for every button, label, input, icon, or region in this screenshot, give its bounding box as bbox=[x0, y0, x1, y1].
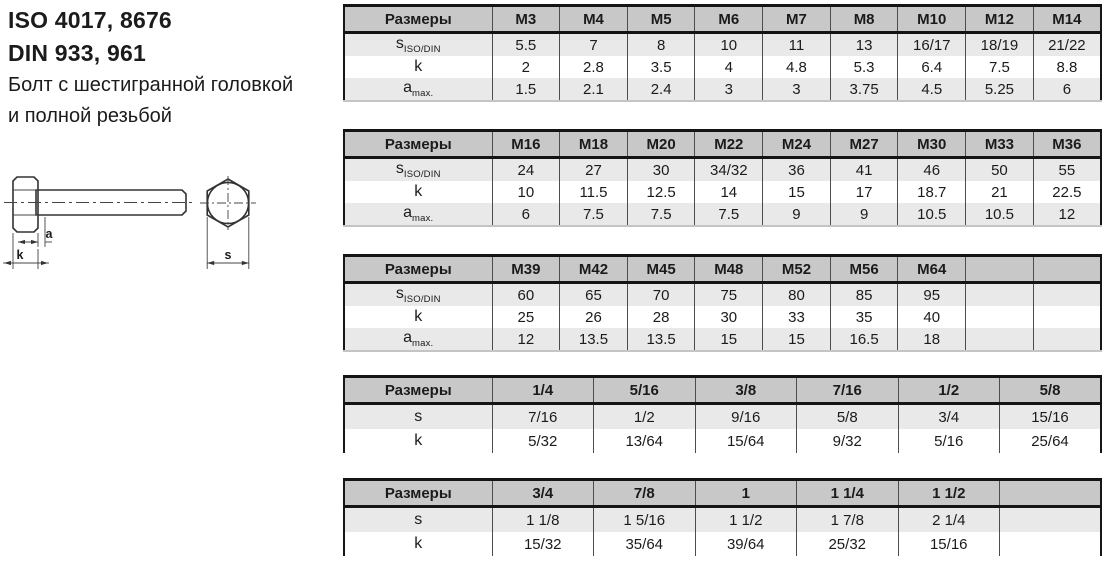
value-cell bbox=[1000, 532, 1102, 556]
value-cell: 35/64 bbox=[594, 532, 696, 556]
value-cell: 18.7 bbox=[898, 181, 966, 203]
value-cell: 5.25 bbox=[966, 78, 1034, 101]
value-cell: 50 bbox=[966, 158, 1034, 182]
row-label-s bbox=[344, 507, 492, 533]
column-header-empty-7 bbox=[966, 256, 1034, 283]
row-label-a bbox=[344, 78, 492, 101]
row-label-main: s bbox=[395, 285, 404, 302]
row-label-k bbox=[344, 181, 492, 203]
value-cell: 1 5/16 bbox=[594, 507, 696, 533]
value-cell: 15/16 bbox=[898, 532, 1000, 556]
column-header-M12: M12 bbox=[966, 6, 1034, 33]
value-cell: 35 bbox=[830, 306, 898, 328]
column-header-M33: M33 bbox=[966, 131, 1034, 158]
row-label-main: k bbox=[414, 535, 423, 552]
value-cell: 25/32 bbox=[797, 532, 899, 556]
value-cell: 75 bbox=[695, 283, 763, 307]
arrowhead bbox=[31, 240, 38, 244]
column-header-M24: M24 bbox=[763, 131, 831, 158]
value-cell: 5/16 bbox=[898, 429, 1000, 453]
value-cell: 55 bbox=[1033, 158, 1101, 182]
column-header-M5: M5 bbox=[627, 6, 695, 33]
value-cell: 2.8 bbox=[560, 56, 628, 78]
dimension-row-s bbox=[344, 404, 1101, 430]
column-header-M16: M16 bbox=[492, 131, 560, 158]
row-label-s bbox=[344, 283, 492, 307]
value-cell: 1 1/8 bbox=[492, 507, 594, 533]
column-header-5-16: 5/16 bbox=[594, 377, 696, 404]
row-label-subscript: max. bbox=[412, 213, 434, 224]
column-header-M56: M56 bbox=[830, 256, 898, 283]
row-label-s bbox=[344, 33, 492, 57]
value-cell: 21 bbox=[966, 181, 1034, 203]
row-label-s bbox=[344, 404, 492, 430]
value-cell: 18 bbox=[898, 328, 966, 351]
column-header-3-4: 3/4 bbox=[492, 480, 594, 507]
dimension-row-k bbox=[344, 181, 1101, 203]
value-cell: 3 bbox=[763, 78, 831, 101]
value-cell: 27 bbox=[560, 158, 628, 182]
value-cell: 25/64 bbox=[1000, 429, 1102, 453]
value-cell: 8 bbox=[627, 33, 695, 57]
corner-label: Размеры bbox=[344, 377, 492, 404]
value-cell: 36 bbox=[763, 158, 831, 182]
value-cell: 3.5 bbox=[627, 56, 695, 78]
value-cell: 6 bbox=[1033, 78, 1101, 101]
row-label-subscript: ISO/DIN bbox=[403, 294, 441, 305]
value-cell: 25 bbox=[492, 306, 560, 328]
size-table-metric-m3-m14 bbox=[343, 4, 1102, 102]
value-cell bbox=[1033, 328, 1101, 351]
value-cell: 1/2 bbox=[594, 404, 696, 430]
value-cell: 22.5 bbox=[1033, 181, 1101, 203]
value-cell: 16/17 bbox=[898, 33, 966, 57]
value-cell bbox=[1033, 283, 1101, 307]
row-label-main: s bbox=[395, 35, 404, 52]
column-header-M4: M4 bbox=[560, 6, 628, 33]
dimension-row-s bbox=[344, 283, 1101, 307]
dimension-row-k bbox=[344, 56, 1101, 78]
value-cell: 39/64 bbox=[695, 532, 797, 556]
size-table-inch-three-quarters-to-one-and-half bbox=[343, 478, 1102, 556]
value-cell: 13.5 bbox=[627, 328, 695, 351]
value-cell: 9 bbox=[763, 203, 831, 226]
value-cell: 7.5 bbox=[627, 203, 695, 226]
value-cell: 28 bbox=[627, 306, 695, 328]
row-label-s bbox=[344, 158, 492, 182]
column-header-M3: M3 bbox=[492, 6, 560, 33]
column-header-M42: M42 bbox=[560, 256, 628, 283]
value-cell: 15/64 bbox=[695, 429, 797, 453]
value-cell: 3 bbox=[695, 78, 763, 101]
row-label-main: k bbox=[414, 308, 423, 325]
row-label-main: a bbox=[403, 204, 412, 221]
value-cell: 30 bbox=[695, 306, 763, 328]
value-cell: 4 bbox=[695, 56, 763, 78]
value-cell: 7 bbox=[560, 33, 628, 57]
row-label-main: k bbox=[414, 58, 423, 75]
value-cell: 1.5 bbox=[492, 78, 560, 101]
column-header-1-4: 1/4 bbox=[492, 377, 594, 404]
dimension-row-k bbox=[344, 532, 1101, 556]
row-label-k bbox=[344, 532, 492, 556]
row-label-a bbox=[344, 328, 492, 351]
dimension-row-k bbox=[344, 306, 1101, 328]
row-label-subscript: max. bbox=[412, 88, 434, 99]
corner-label: Размеры bbox=[344, 131, 492, 158]
value-cell: 5.5 bbox=[492, 33, 560, 57]
value-cell: 33 bbox=[763, 306, 831, 328]
row-label-subscript: ISO/DIN bbox=[403, 169, 441, 180]
value-cell: 9/32 bbox=[797, 429, 899, 453]
size-table-inch-quarter-to-five-eighths bbox=[343, 375, 1102, 453]
value-cell: 60 bbox=[492, 283, 560, 307]
product-description-line2: и полной резьбой bbox=[8, 105, 172, 127]
column-header-3-8: 3/8 bbox=[695, 377, 797, 404]
value-cell: 13/64 bbox=[594, 429, 696, 453]
tables-container bbox=[343, 0, 1102, 556]
value-cell: 5/32 bbox=[492, 429, 594, 453]
row-label-k bbox=[344, 56, 492, 78]
corner-label: Размеры bbox=[344, 6, 492, 33]
row-label-a bbox=[344, 203, 492, 226]
value-cell: 2 1/4 bbox=[898, 507, 1000, 533]
header-row bbox=[344, 377, 1101, 404]
column-header-M14: M14 bbox=[1033, 6, 1101, 33]
column-header-M36: M36 bbox=[1033, 131, 1101, 158]
column-header-M52: M52 bbox=[763, 256, 831, 283]
title-block bbox=[8, 4, 343, 132]
column-header-M8: M8 bbox=[830, 6, 898, 33]
value-cell: 13 bbox=[830, 33, 898, 57]
dim-k-label: k bbox=[16, 248, 24, 262]
header-row bbox=[344, 480, 1101, 507]
corner-label: Размеры bbox=[344, 480, 492, 507]
row-label-main: s bbox=[395, 160, 404, 177]
value-cell: 80 bbox=[763, 283, 831, 307]
row-label-main: k bbox=[414, 183, 423, 200]
dimension-row-s bbox=[344, 507, 1101, 533]
column-header-empty-5 bbox=[1000, 480, 1102, 507]
dim-s-label: s bbox=[224, 248, 232, 262]
column-header-M7: M7 bbox=[763, 6, 831, 33]
value-cell: 18/19 bbox=[966, 33, 1034, 57]
value-cell: 12.5 bbox=[627, 181, 695, 203]
column-header-M30: M30 bbox=[898, 131, 966, 158]
value-cell: 65 bbox=[560, 283, 628, 307]
product-description-line1: Болт с шестигранной головкой bbox=[8, 74, 294, 96]
value-cell: 10 bbox=[695, 33, 763, 57]
value-cell: 4.5 bbox=[898, 78, 966, 101]
value-cell: 3/4 bbox=[898, 404, 1000, 430]
value-cell: 8.8 bbox=[1033, 56, 1101, 78]
value-cell: 2.1 bbox=[560, 78, 628, 101]
left-panel bbox=[0, 0, 343, 566]
corner-label: Размеры bbox=[344, 256, 492, 283]
column-header-M39: M39 bbox=[492, 256, 560, 283]
value-cell: 6 bbox=[492, 203, 560, 226]
value-cell: 16.5 bbox=[830, 328, 898, 351]
value-cell: 7.5 bbox=[560, 203, 628, 226]
dimension-row-a bbox=[344, 328, 1101, 351]
value-cell: 6.4 bbox=[898, 56, 966, 78]
value-cell: 85 bbox=[830, 283, 898, 307]
arrowhead bbox=[207, 261, 214, 265]
row-label-main: k bbox=[414, 432, 423, 449]
value-cell: 11 bbox=[763, 33, 831, 57]
value-cell: 95 bbox=[898, 283, 966, 307]
value-cell bbox=[1033, 306, 1101, 328]
value-cell: 26 bbox=[560, 306, 628, 328]
value-cell: 10.5 bbox=[898, 203, 966, 226]
bolt-head-outline bbox=[13, 177, 38, 232]
dimension-row-s bbox=[344, 158, 1101, 182]
value-cell: 7.5 bbox=[695, 203, 763, 226]
column-header-M48: M48 bbox=[695, 256, 763, 283]
column-header-M64: M64 bbox=[898, 256, 966, 283]
dimension-row-s bbox=[344, 33, 1101, 57]
column-header-M10: M10 bbox=[898, 6, 966, 33]
value-cell: 5.3 bbox=[830, 56, 898, 78]
value-cell bbox=[1000, 507, 1102, 533]
value-cell: 15/16 bbox=[1000, 404, 1102, 430]
dim-a-label: a bbox=[45, 227, 53, 241]
value-cell: 1 1/2 bbox=[695, 507, 797, 533]
value-cell bbox=[966, 328, 1034, 351]
value-cell: 9/16 bbox=[695, 404, 797, 430]
value-cell bbox=[966, 283, 1034, 307]
bolt-side-view bbox=[13, 177, 186, 232]
value-cell: 9 bbox=[830, 203, 898, 226]
header-row bbox=[344, 256, 1101, 283]
column-header-empty-8 bbox=[1033, 256, 1101, 283]
row-label-k bbox=[344, 306, 492, 328]
dimension-row-k bbox=[344, 429, 1101, 453]
value-cell: 13.5 bbox=[560, 328, 628, 351]
column-header-1-1-2: 1 1/2 bbox=[898, 480, 1000, 507]
row-label-main: s bbox=[414, 408, 423, 425]
size-table-metric-m16-m36 bbox=[343, 129, 1102, 227]
column-header-M27: M27 bbox=[830, 131, 898, 158]
value-cell: 30 bbox=[627, 158, 695, 182]
row-label-subscript: max. bbox=[412, 338, 434, 349]
value-cell: 3.75 bbox=[830, 78, 898, 101]
column-header-5-8: 5/8 bbox=[1000, 377, 1102, 404]
value-cell: 10.5 bbox=[966, 203, 1034, 226]
value-cell: 15 bbox=[763, 181, 831, 203]
bolt-technical-drawing bbox=[2, 170, 337, 310]
value-cell bbox=[966, 306, 1034, 328]
dimension-row-a bbox=[344, 203, 1101, 226]
column-header-M20: M20 bbox=[627, 131, 695, 158]
row-label-k bbox=[344, 429, 492, 453]
header-row bbox=[344, 6, 1101, 33]
row-label-subscript: ISO/DIN bbox=[403, 44, 441, 55]
arrowhead bbox=[242, 261, 249, 265]
column-header-1-1-4: 1 1/4 bbox=[797, 480, 899, 507]
column-header-7-8: 7/8 bbox=[594, 480, 696, 507]
column-header-1-2: 1/2 bbox=[898, 377, 1000, 404]
row-label-main: a bbox=[403, 79, 412, 96]
value-cell: 5/8 bbox=[797, 404, 899, 430]
value-cell: 40 bbox=[898, 306, 966, 328]
row-label-main: a bbox=[403, 329, 412, 346]
column-header-7-16: 7/16 bbox=[797, 377, 899, 404]
value-cell: 12 bbox=[492, 328, 560, 351]
dimension-row-a bbox=[344, 78, 1101, 101]
column-header-M6: M6 bbox=[695, 6, 763, 33]
column-header-M18: M18 bbox=[560, 131, 628, 158]
value-cell: 1 7/8 bbox=[797, 507, 899, 533]
value-cell: 2.4 bbox=[627, 78, 695, 101]
column-header-1: 1 bbox=[695, 480, 797, 507]
value-cell: 17 bbox=[830, 181, 898, 203]
value-cell: 14 bbox=[695, 181, 763, 203]
value-cell: 34/32 bbox=[695, 158, 763, 182]
iso-standard-title: ISO 4017, 8676 bbox=[8, 7, 172, 33]
column-header-M22: M22 bbox=[695, 131, 763, 158]
arrowhead bbox=[41, 261, 48, 265]
value-cell: 41 bbox=[830, 158, 898, 182]
value-cell: 15 bbox=[763, 328, 831, 351]
value-cell: 46 bbox=[898, 158, 966, 182]
value-cell: 11.5 bbox=[560, 181, 628, 203]
row-label-main: s bbox=[414, 511, 423, 528]
value-cell: 15 bbox=[695, 328, 763, 351]
value-cell: 4.8 bbox=[763, 56, 831, 78]
column-header-M45: M45 bbox=[627, 256, 695, 283]
value-cell: 7.5 bbox=[966, 56, 1034, 78]
value-cell: 21/22 bbox=[1033, 33, 1101, 57]
arrowhead bbox=[4, 261, 11, 265]
header-row bbox=[344, 131, 1101, 158]
value-cell: 24 bbox=[492, 158, 560, 182]
size-table-metric-m39-m64 bbox=[343, 254, 1102, 352]
value-cell: 7/16 bbox=[492, 404, 594, 430]
value-cell: 12 bbox=[1033, 203, 1101, 226]
din-standard-title: DIN 933, 961 bbox=[8, 40, 146, 66]
value-cell: 2 bbox=[492, 56, 560, 78]
value-cell: 15/32 bbox=[492, 532, 594, 556]
value-cell: 70 bbox=[627, 283, 695, 307]
arrowhead bbox=[18, 240, 25, 244]
value-cell: 10 bbox=[492, 181, 560, 203]
